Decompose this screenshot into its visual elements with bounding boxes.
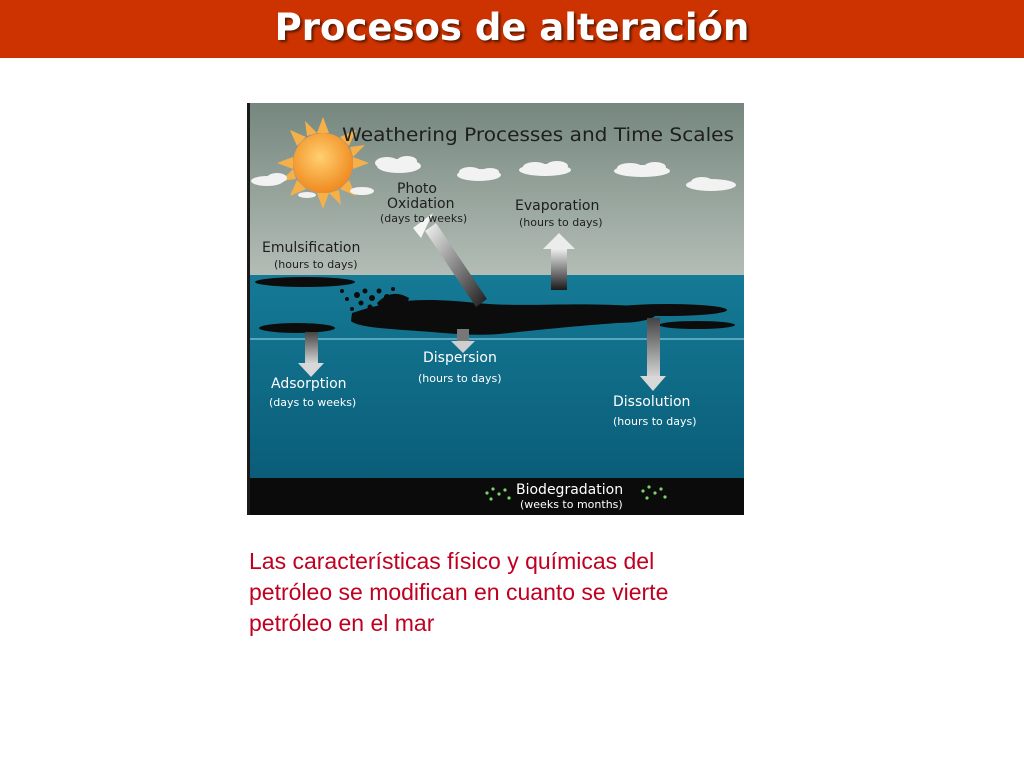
figure-title: Weathering Processes and Time Scales <box>342 124 734 146</box>
evaporation-label: Evaporation <box>515 198 600 214</box>
adsorption-label: Adsorption <box>271 376 347 392</box>
photo-oxidation-label-2: Oxidation <box>387 196 455 212</box>
photo-oxidation-time: (days to weeks) <box>380 212 468 225</box>
dissolution-label: Dissolution <box>613 394 691 410</box>
frame-edge <box>247 103 250 515</box>
dispersion-label: Dispersion <box>423 350 497 366</box>
caption-line: petróleo en el mar <box>249 610 435 636</box>
emulsification-label: Emulsification <box>262 240 361 256</box>
weathering-diagram <box>247 103 744 515</box>
sea-floor <box>247 478 744 515</box>
dissolution-time: (hours to days) <box>613 415 697 428</box>
photo-oxidation-label: Photo <box>397 181 437 197</box>
slide-caption <box>249 546 769 639</box>
biodegradation-time: (weeks to months) <box>520 498 623 511</box>
evaporation-time: (hours to days) <box>519 216 603 229</box>
biodegradation-label: Biodegradation <box>516 482 624 498</box>
dispersion-time: (hours to days) <box>418 372 502 385</box>
adsorption-time: (days to weeks) <box>269 396 357 409</box>
caption-line: Las características físico y químicas del <box>249 548 655 574</box>
slide-title: Procesos de alteración <box>274 6 750 49</box>
emulsification-time: (hours to days) <box>274 258 358 271</box>
caption-line: petróleo se modifican en cuanto se vierte <box>249 579 669 605</box>
